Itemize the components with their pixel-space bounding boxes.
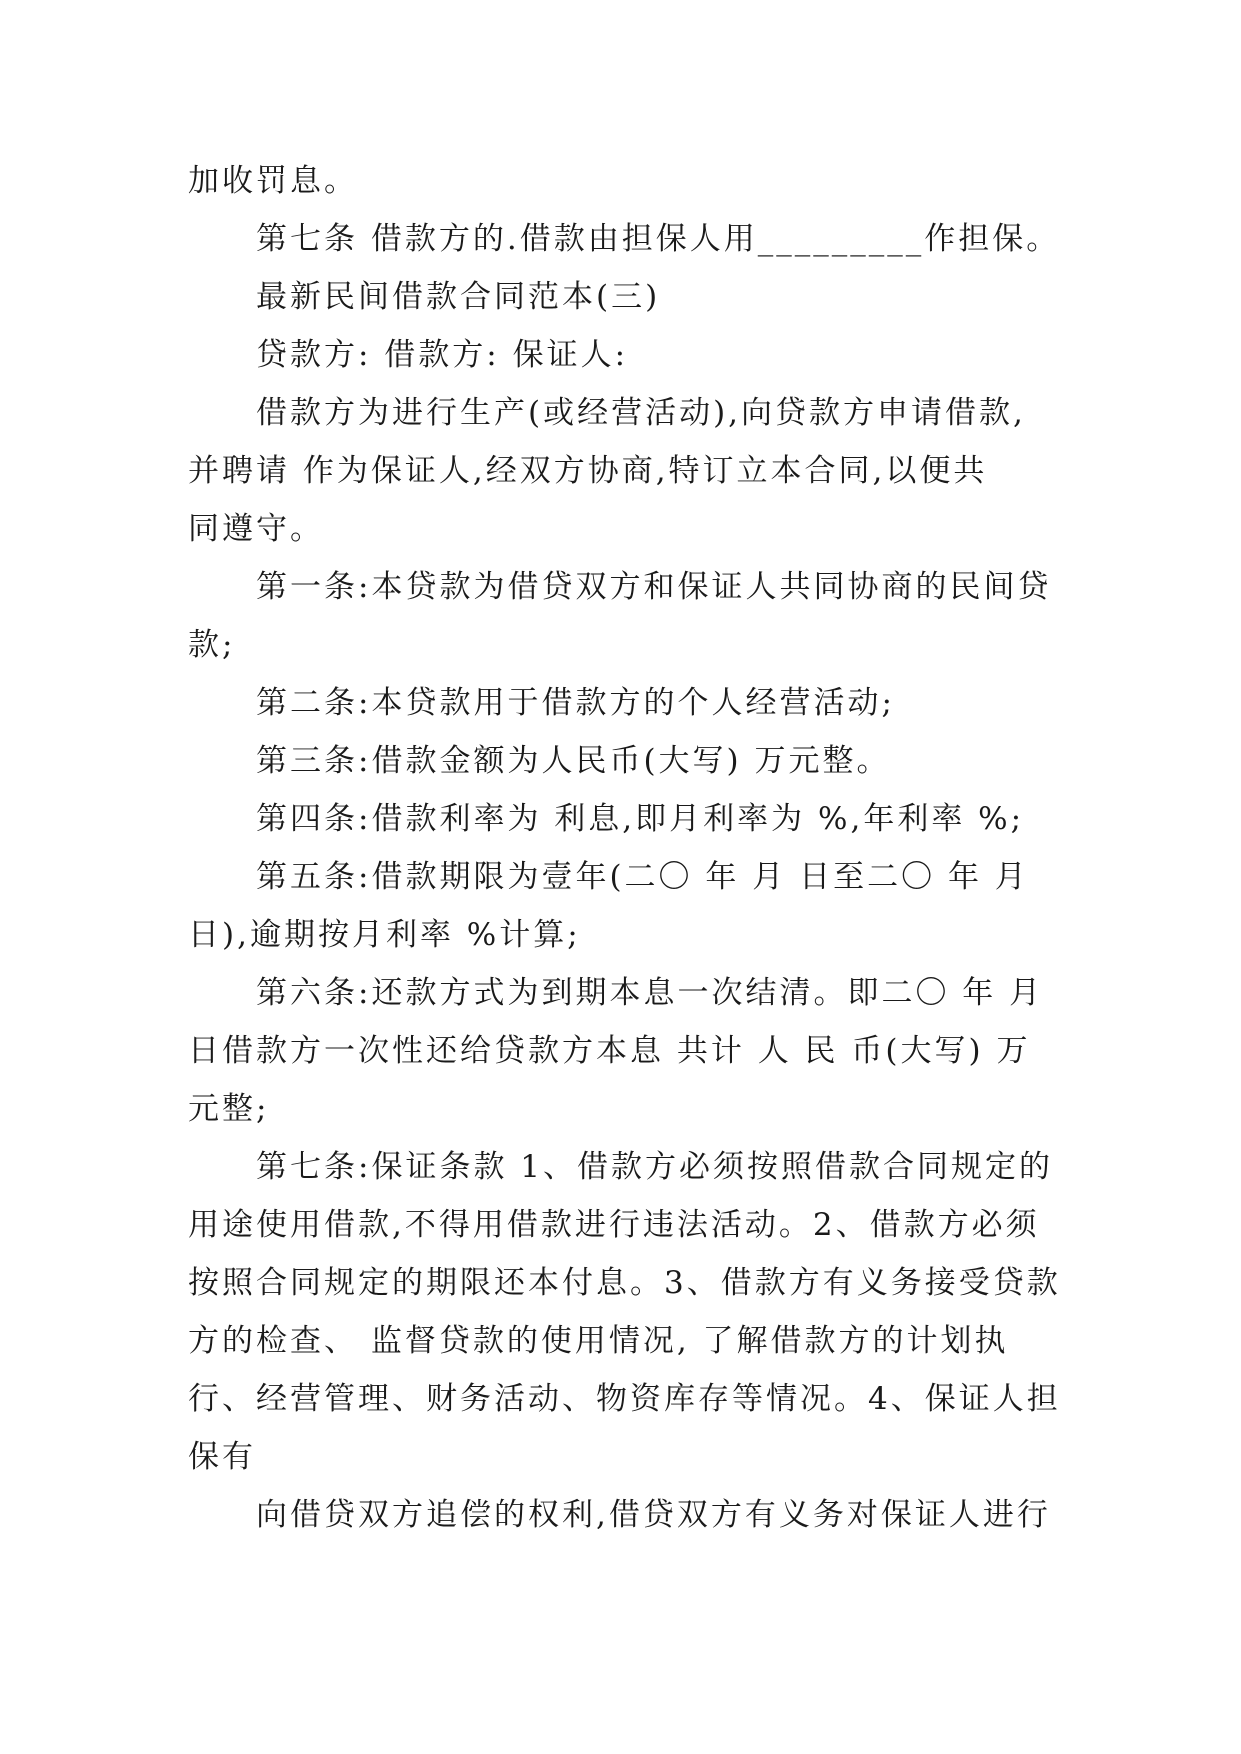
text-line: 用途使用借款,不得用借款进行违法活动。2、借款方必须 [188,1207,1040,1243]
text-line: 第三条:借款金额为人民币(大写) 万元整。 [256,743,891,779]
text-line: 行、经营管理、财务活动、物资库存等情况。4、保证人担 [188,1381,1061,1417]
text-line: 第六条:还款方式为到期本息一次结清。即二〇 年 月 [256,975,1044,1011]
text-line: 日借款方一次性还给贷款方本息 共计 人 民 币(大写) 万 [188,1033,1031,1069]
text-line: 按照合同规定的期限还本付息。3、借款方有义务接受贷款 [188,1265,1061,1301]
parties-line: 贷款方: 借款方: 保证人: [256,337,629,373]
text-line: 第一条:本贷款为借贷双方和保证人共同协商的民间贷 [256,569,1052,605]
text-line: 借款方为进行生产(或经营活动),向贷款方申请借款, [256,395,1026,431]
text-line: 方的检查、 监督贷款的使用情况, 了解借款方的计划执 [188,1323,1009,1359]
text-line: 第四条:借款利率为 利息,即月利率为 %,年利率 %; [256,801,1025,837]
text-line: 同遵守。 [188,511,324,547]
document-page [188,152,1061,1544]
text-line: 并聘请 作为保证人,经双方协商,特订立本合同,以便共 [188,453,988,489]
text-line: 第二条:本贷款用于借款方的个人经营活动; [256,685,895,721]
text-line: 日),逾期按月利率 %计算; [188,917,581,953]
text-line: 保有 [188,1439,256,1475]
text-line: 第七条:保证条款 1、借款方必须按照借款合同规定的 [256,1149,1054,1185]
text-line: 款; [188,627,236,663]
text-line: 加收罚息。 [188,163,358,199]
text-line: 元整; [188,1091,270,1127]
section-heading: 最新民间借款合同范本(三) [256,279,661,315]
text-line: 第五条:借款期限为壹年(二〇 年 月 日至二〇 年 月 [256,859,1029,895]
text-line: 向借贷双方追偿的权利,借贷双方有义务对保证人进行 [256,1497,1051,1533]
text-line: 第七条 借款方的.借款由担保人用_________作担保。 [256,221,1061,257]
